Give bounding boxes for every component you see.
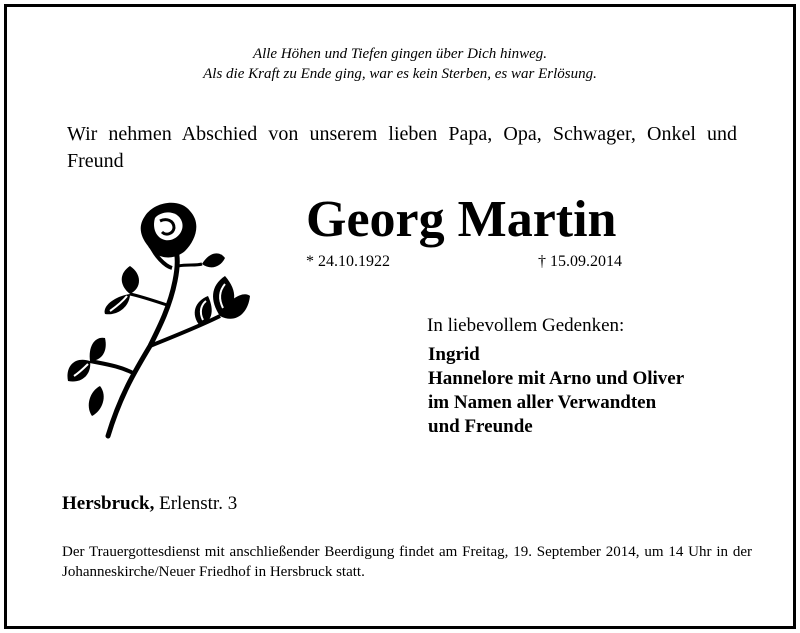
birth-date: * 24.10.1922 xyxy=(306,253,390,270)
motto-line-2: Als die Kraft zu Ende ging, war es kein Sterben, es war Erlösung. xyxy=(203,66,597,82)
mourner-line: Ingrid xyxy=(428,344,480,365)
service-notice: Der Trauergottesdienst mit anschließender Beerdigung findet am Freitag, 19. September 2014, um 14 Uhr in der Johanneskirche/Neuer Friedhof in Hersbruck statt. xyxy=(62,544,752,580)
intro-text: Wir nehmen Abschied von unserem lieben Papa, Opa, Schwager, Onkel und Freund xyxy=(67,123,737,172)
motto xyxy=(0,44,800,84)
mourner-line: und Freunde xyxy=(428,416,533,437)
memory-title: In liebevollem Gedenken: xyxy=(427,315,625,336)
mourners-list xyxy=(428,343,684,439)
address-town: Hersbruck, xyxy=(62,493,155,514)
death-date: † 15.09.2014 xyxy=(538,253,622,270)
motto-line-1: Alle Höhen und Tiefen gingen über Dich hinweg. xyxy=(252,46,548,62)
address-street: Erlenstr. 3 xyxy=(159,493,238,514)
mourner-line: im Namen aller Verwandten xyxy=(428,392,657,413)
deceased-name: Georg Martin xyxy=(306,191,617,248)
mourner-line: Hannelore mit Arno und Oliver xyxy=(428,368,685,389)
address xyxy=(62,493,237,515)
rose-icon xyxy=(60,196,255,441)
